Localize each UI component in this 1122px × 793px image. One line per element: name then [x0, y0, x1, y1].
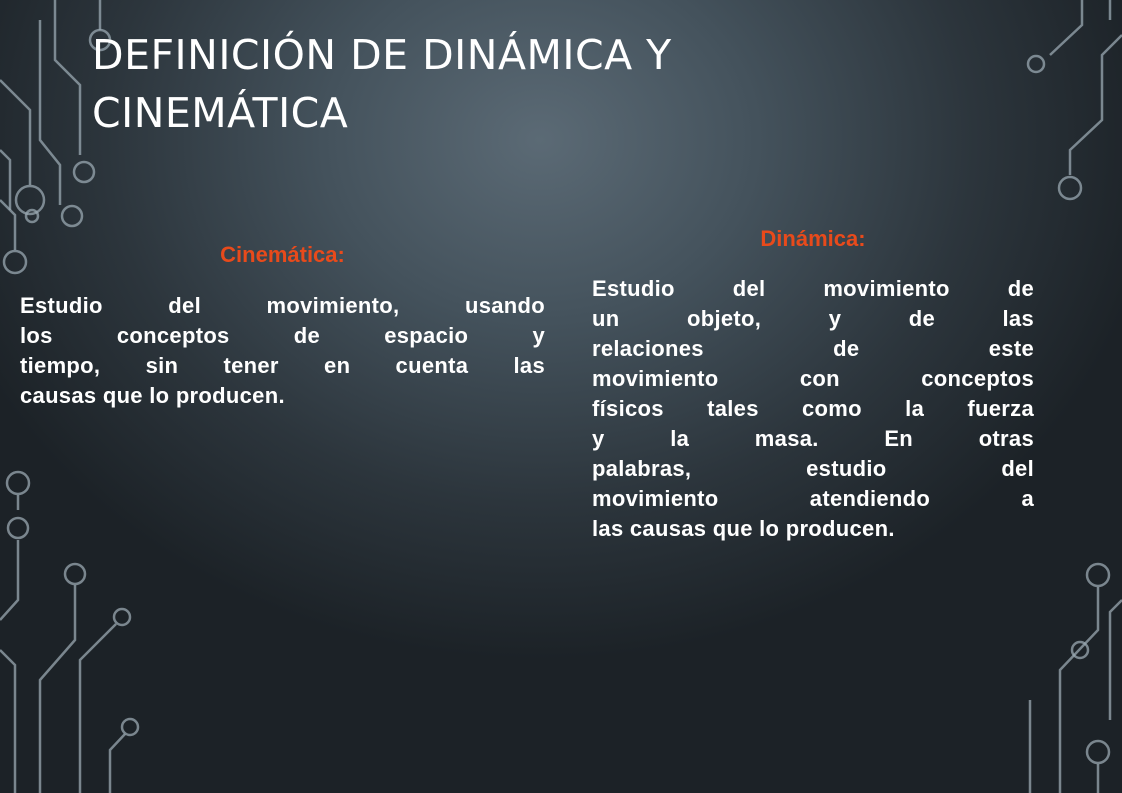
cinematica-line: Estudio del movimiento, usando: [20, 293, 545, 318]
cinematica-line: causas que lo producen.: [20, 383, 285, 408]
title-line-1: DEFINICIÓN DE DINÁMICA Y: [92, 31, 672, 79]
dinamica-definition: [592, 274, 1034, 544]
dinamica-line: movimiento atendiendo a: [592, 486, 1034, 511]
cinematica-line: tiempo, sin tener en cuenta las: [20, 353, 545, 378]
dinamica-line: palabras, estudio del: [592, 456, 1034, 481]
cinematica-heading: Cinemática:: [220, 242, 345, 267]
title-line-2: CINEMÁTICA: [92, 89, 349, 137]
dinamica-line: las causas que lo producen.: [592, 516, 895, 541]
dinamica-line: y la masa. En otras: [592, 426, 1034, 451]
dinamica-line: Estudio del movimiento de: [592, 276, 1034, 301]
dinamica-line: un objeto, y de las: [592, 306, 1034, 331]
dinamica-heading: Dinámica:: [760, 226, 866, 251]
dinamica-section: [592, 226, 1034, 544]
dinamica-line: relaciones de este: [592, 336, 1034, 361]
slide-title: [92, 26, 672, 142]
cinematica-definition: [20, 291, 545, 411]
cinematica-line: los conceptos de espacio y: [20, 323, 545, 348]
dinamica-line: físicos tales como la fuerza: [592, 396, 1034, 421]
dinamica-line: movimiento con conceptos: [592, 366, 1034, 391]
cinematica-section: [20, 242, 545, 411]
